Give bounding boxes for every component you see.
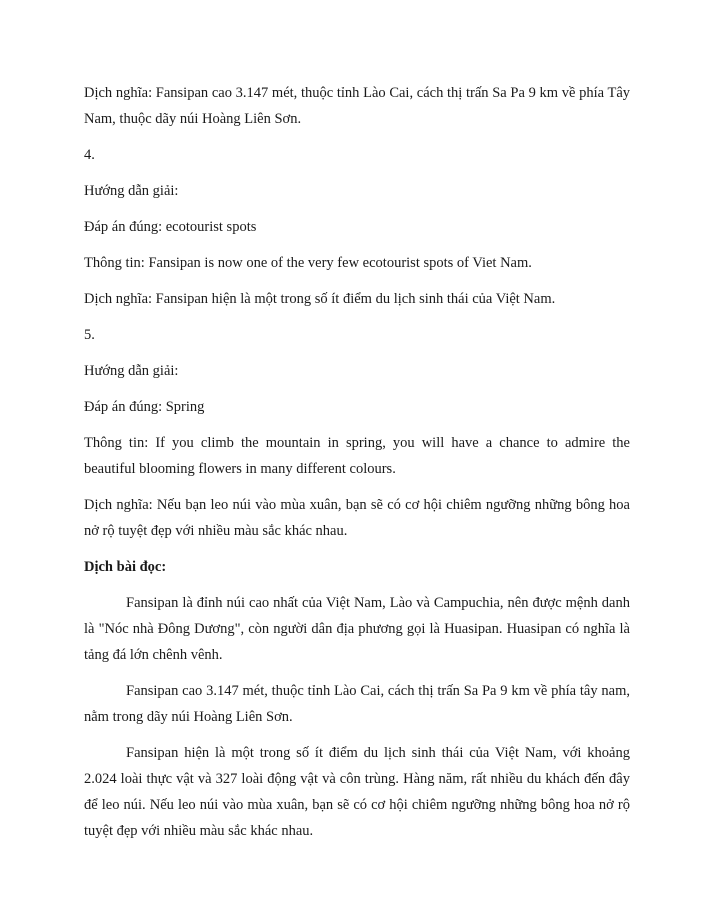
document-page bbox=[84, 80, 630, 854]
reading-paragraph-2: Fansipan cao 3.147 mét, thuộc tỉnh Lào Cai, cách thị trấn Sa Pa 9 km về phía tây nam, nằm trong dãy núi Hoàng Liên Sơn. bbox=[84, 683, 630, 725]
translation-4: Dịch nghĩa: Fansipan hiện là một trong số ít điểm du lịch sinh thái của Việt Nam. bbox=[84, 291, 556, 307]
guide-heading-4: Hướng dẫn giải: bbox=[84, 183, 179, 199]
translation-q3: Dịch nghĩa: Fansipan cao 3.147 mét, thuộc tỉnh Lào Cai, cách thị trấn Sa Pa 9 km về phía Tây Nam, thuộc dãy núi Hoàng Liên Sơn. bbox=[84, 85, 630, 127]
question-number-5: 5. bbox=[84, 327, 95, 343]
answer-5: Đáp án đúng: Spring bbox=[84, 399, 205, 415]
question-number-4: 4. bbox=[84, 147, 95, 163]
guide-heading-5: Hướng dẫn giải: bbox=[84, 363, 179, 379]
reading-paragraph-1: Fansipan là đỉnh núi cao nhất của Việt Nam, Lào và Campuchia, nên được mệnh danh là "Nóc nhà Đông Dương", còn người dân địa phương gọi là Huasipan. Huasipan có nghĩa là tảng đá lớn chênh vênh. bbox=[84, 595, 630, 663]
info-4: Thông tin: Fansipan is now one of the very few ecotourist spots of Viet Nam. bbox=[84, 255, 532, 271]
reading-translation-heading: Dịch bài đọc: bbox=[84, 559, 167, 575]
info-5: Thông tin: If you climb the mountain in spring, you will have a chance to admire the beautiful blooming flowers in many different colours. bbox=[84, 435, 630, 477]
translation-5: Dịch nghĩa: Nếu bạn leo núi vào mùa xuân, bạn sẽ có cơ hội chiêm ngưỡng những bông hoa nở rộ tuyệt đẹp với nhiều màu sắc khác nhau. bbox=[84, 497, 630, 539]
reading-paragraph-3: Fansipan hiện là một trong số ít điểm du lịch sinh thái của Việt Nam, với khoảng 2.024 loài thực vật và 327 loài động vật và côn trùng. Hàng năm, rất nhiều du khách đến đây để leo núi. Nếu leo núi vào mùa xuân, bạn sẽ có cơ hội chiêm ngưỡng những bông hoa nở rộ tuyệt đẹp với nhiều màu sắc khác nhau. bbox=[84, 745, 630, 839]
answer-4: Đáp án đúng: ecotourist spots bbox=[84, 219, 257, 235]
